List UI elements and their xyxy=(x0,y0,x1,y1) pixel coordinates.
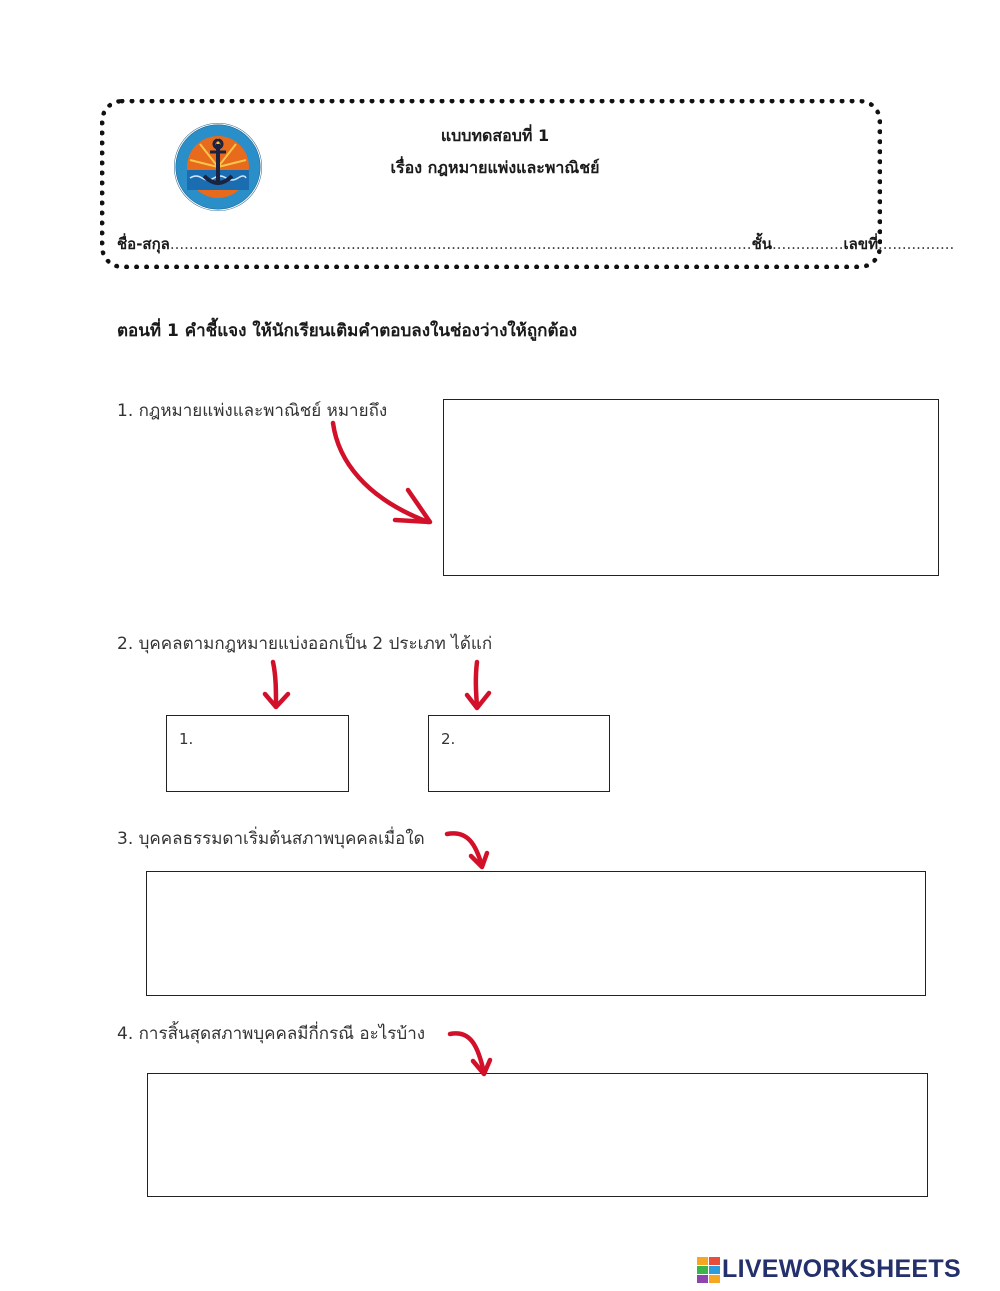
name-label: ชื่อ-สกุล xyxy=(117,235,170,253)
name-blank[interactable]: .......................................................................................................................... xyxy=(169,235,752,253)
class-label: ชั้น xyxy=(751,235,773,253)
number-label: เลขที่ xyxy=(843,235,879,253)
question-3-text: 3. บุคคลธรรมดาเริ่มต้นสภาพบุคคลเมื่อใด xyxy=(117,829,425,849)
class-blank[interactable]: ............... xyxy=(772,235,844,253)
question-1-text: 1. กฎหมายแพ่งและพาณิชย์ หมายถึง xyxy=(117,401,388,421)
question-2-text: 2. บุคคลตามกฎหมายแบ่งออกเป็น 2 ประเภท ได้แก่ xyxy=(117,634,493,654)
liveworksheets-logo-icon xyxy=(697,1255,721,1285)
answer-box-2b-label: 2. xyxy=(441,730,456,748)
instructions: ตอนที่ 1 คำชี้แจง ให้นักเรียนเติมคำตอบลงในช่องว่างให้ถูกต้อง xyxy=(117,321,578,341)
number-blank[interactable]: ................ xyxy=(878,235,955,253)
arrow-2b-icon xyxy=(476,662,477,707)
worksheet-subject: เรื่อง กฎหมายแพ่งและพาณิชย์ xyxy=(390,158,600,177)
worksheet-title: แบบทดสอบที่ 1 xyxy=(440,126,550,145)
arrow-2a-icon xyxy=(273,662,276,706)
arrow-1-icon xyxy=(333,423,428,522)
question-4-text: 4. การสิ้นสุดสภาพบุคคลมีกี่กรณี อะไรบ้าง xyxy=(117,1024,426,1044)
answer-box-2a-label: 1. xyxy=(179,730,194,748)
liveworksheets-brand: LIVEWORKSHEETS xyxy=(722,1255,961,1283)
